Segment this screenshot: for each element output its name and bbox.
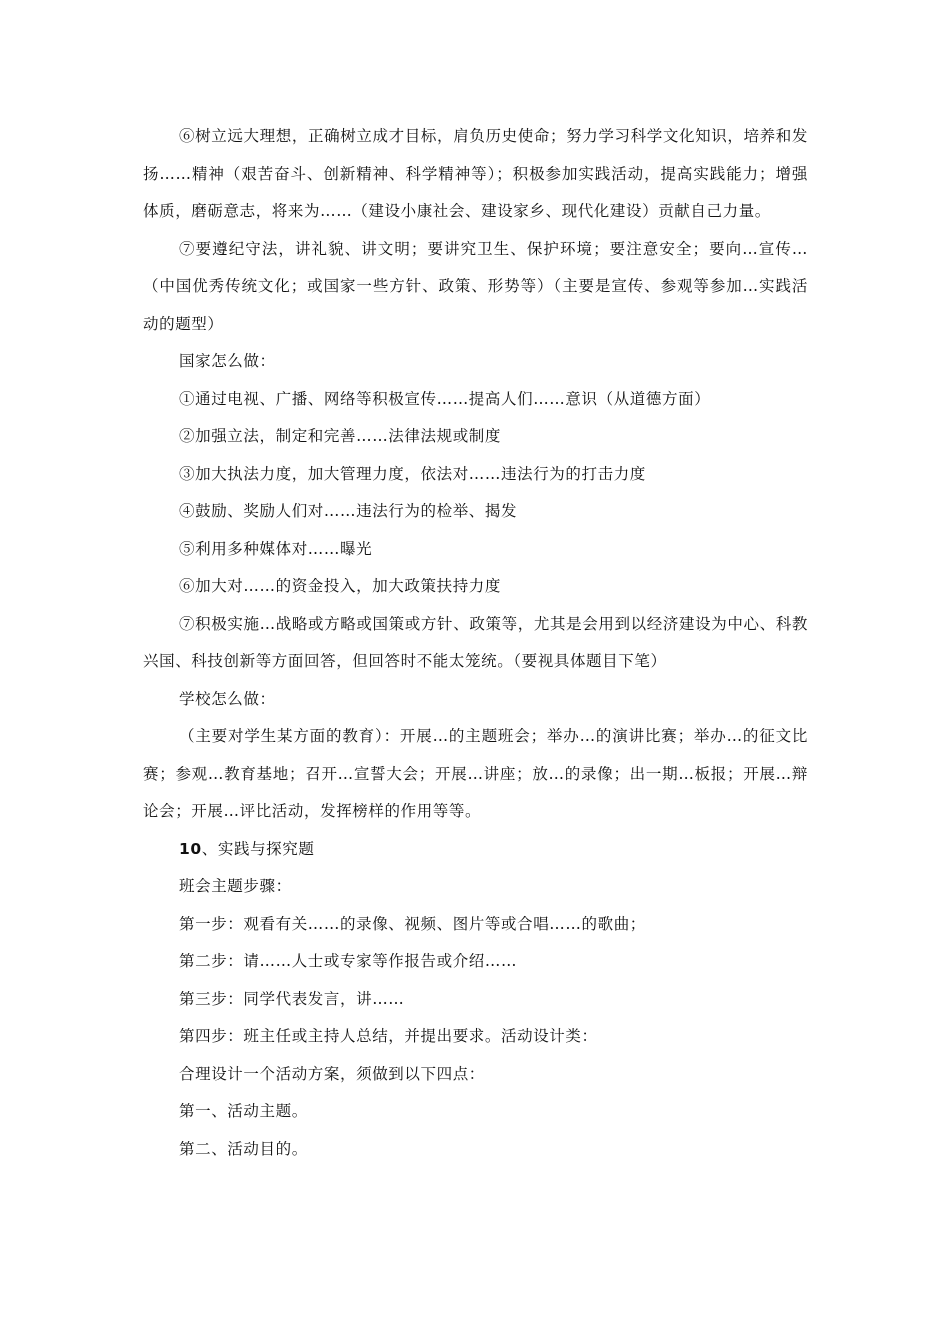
paragraph-school: （主要对学生某方面的教育）：开展…的主题班会；举办…的演讲比赛；举办…的征文比赛；参观…教育基地；召开…宣誓大会；开展…讲座；放…的录像；出一期…板报；开展…辩论会；开展…评比活动，发挥榜样的作用等等。 — [143, 727, 808, 820]
step-item: 第三步：同学代表发言，讲…… — [179, 989, 405, 1008]
list-item: ④鼓励、奖励人们对……违法行为的检举、揭发 — [179, 502, 518, 520]
section-heading — [143, 831, 808, 869]
section-title: 、实践与探究题 — [201, 839, 315, 858]
list-item: ②加强立法，制定和完善……法律法规或制度 — [179, 427, 502, 445]
step-item: 第一步：观看有关……的录像、视频、图片等或合唱……的歌曲； — [179, 914, 646, 933]
section-number: 10 — [179, 839, 202, 858]
step-item: 第四步：班主任或主持人总结，并提出要求。活动设计类： — [179, 1027, 598, 1045]
step-item: 第二步：请……人士或专家等作报告或介绍…… — [179, 952, 518, 970]
list-item: ⑥加大对……的资金投入，加大政策扶持力度 — [179, 577, 502, 595]
heading-country: 国家怎么做： — [179, 352, 276, 370]
list-item: ③加大执法力度，加大管理力度，依法对……违法行为的打击力度 — [179, 464, 646, 483]
document-body — [143, 118, 808, 1168]
list-item: ⑤利用多种媒体对……曝光 — [179, 539, 373, 558]
heading-school: 学校怎么做： — [179, 689, 276, 708]
plan-item: 第二、活动目的。 — [179, 1139, 308, 1158]
paragraph-law: ⑦要遵纪守法，讲礼貌、讲文明；要讲究卫生、保护环境；要注意安全；要向…宣传…（中国优秀传统文化；或国家一些方针、政策、形势等）（主要是宣传、参观等参加…实践活动的题型） — [143, 239, 808, 333]
heading-class-meeting: 班会主题步骤： — [179, 877, 292, 895]
paragraph-ideal: ⑥树立远大理想，正确树立成才目标，肩负历史使命；努力学习科学文化知识，培养和发扬……精神（艰苦奋斗、创新精神、科学精神等）；积极参加实践活动，提高实践能力；增强体质，磨砺意志，将来为……（建设小康社会、建设家乡、现代化建设）贡献自己力量。 — [143, 127, 808, 220]
plan-item: 第一、活动主题。 — [179, 1102, 308, 1120]
list-item: ⑦积极实施…战略或方略或国策或方针、政策等，尤其是会用到以经济建设为中心、科教兴国、科技创新等方面回答，但回答时不能太笼统。（要视具体题目下笔） — [143, 614, 808, 670]
paragraph-plan: 合理设计一个活动方案，须做到以下四点： — [179, 1064, 485, 1083]
list-item: ①通过电视、广播、网络等积极宣传……提高人们……意识（从道德方面） — [179, 389, 711, 408]
